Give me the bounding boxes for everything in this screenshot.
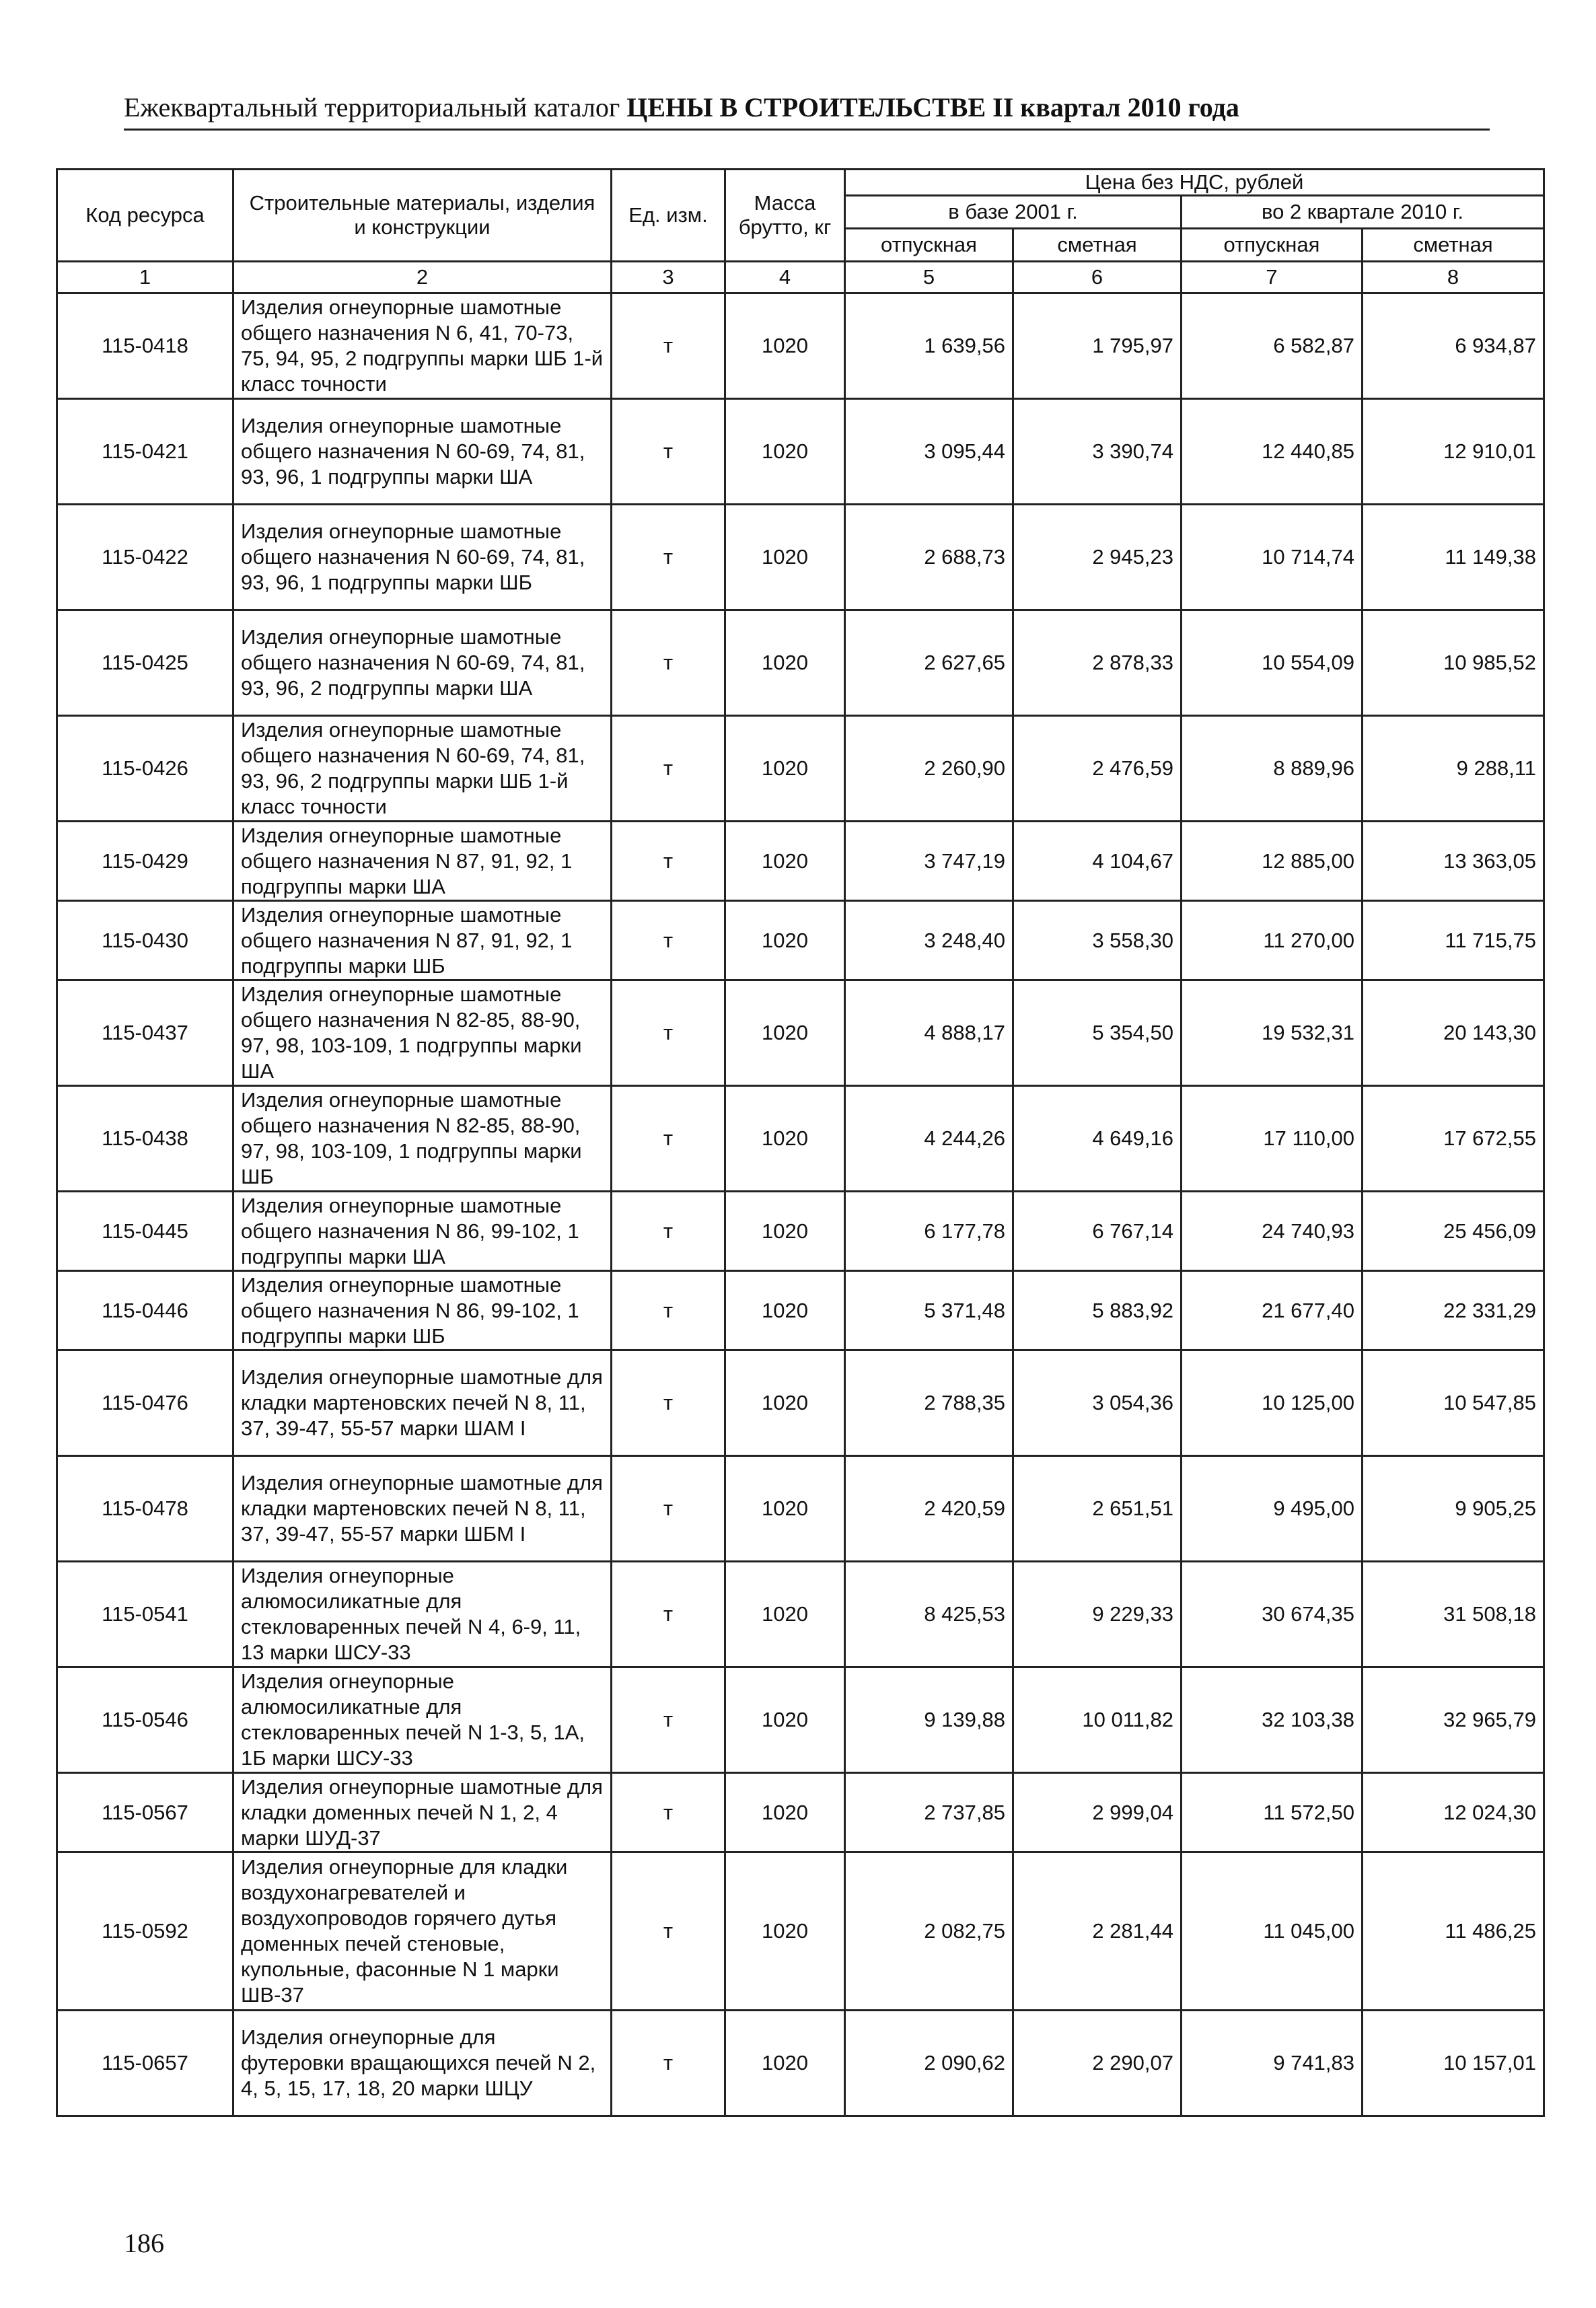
price-base-estimate: 5 883,92	[1013, 1271, 1182, 1350]
unit-of-measure: т	[612, 822, 725, 901]
gross-mass: 1020	[725, 610, 845, 716]
header-mass: Масса брутто, кг	[725, 170, 845, 262]
resource-code: 115-0430	[57, 901, 233, 980]
price-q2-release: 9 495,00	[1182, 1456, 1363, 1562]
gross-mass: 1020	[725, 293, 845, 399]
header-period: II квартал 2010 года	[992, 92, 1239, 122]
price-base-release: 2 090,62	[845, 2011, 1013, 2116]
gross-mass: 1020	[725, 1667, 845, 1773]
gross-mass: 1020	[725, 399, 845, 505]
gross-mass: 1020	[725, 1086, 845, 1192]
unit-of-measure: т	[612, 1773, 725, 1852]
header-materials: Строительные материалы, изделия и конструкции	[233, 170, 612, 262]
resource-code: 115-0422	[57, 505, 233, 610]
price-base-release: 4 888,17	[845, 980, 1013, 1086]
column-number: 2	[233, 262, 612, 293]
unit-of-measure: т	[612, 505, 725, 610]
material-description: Изделия огнеупорные шамотные общего назначения N 82-85, 88-90, 97, 98, 103-109, 1 подгруппы марки ШБ	[233, 1086, 612, 1192]
column-number: 1	[57, 262, 233, 293]
resource-code: 115-0429	[57, 822, 233, 901]
material-description: Изделия огнеупорные шамотные для кладки мартеновских печей N 8, 11, 37, 39-47, 55-57 марки ШБМ I	[233, 1456, 612, 1562]
table-row	[57, 1192, 1544, 1271]
gross-mass: 1020	[725, 1350, 845, 1456]
price-base-estimate: 2 878,33	[1013, 610, 1182, 716]
material-description: Изделия огнеупорные шамотные общего назначения N 86, 99-102, 1 подгруппы марки ША	[233, 1192, 612, 1271]
column-number: 5	[845, 262, 1013, 293]
unit-of-measure: т	[612, 1271, 725, 1350]
table-row	[57, 716, 1544, 822]
gross-mass: 1020	[725, 1773, 845, 1852]
table-body	[57, 293, 1544, 2116]
price-q2-release: 24 740,93	[1182, 1192, 1363, 1271]
header-prefix: Ежеквартальный территориальный каталог	[124, 92, 620, 122]
price-q2-release: 12 440,85	[1182, 399, 1363, 505]
table-row	[57, 1667, 1544, 1773]
price-base-release: 2 260,90	[845, 716, 1013, 822]
unit-of-measure: т	[612, 2011, 725, 2116]
header-estimate-q2: сметная	[1363, 229, 1544, 262]
gross-mass: 1020	[725, 1456, 845, 1562]
price-base-estimate: 4 104,67	[1013, 822, 1182, 901]
column-number: 6	[1013, 262, 1182, 293]
price-base-release: 2 082,75	[845, 1852, 1013, 2011]
price-base-estimate: 2 999,04	[1013, 1773, 1182, 1852]
price-table	[56, 168, 1545, 2117]
resource-code: 115-0426	[57, 716, 233, 822]
resource-code: 115-0438	[57, 1086, 233, 1192]
price-q2-estimate: 10 985,52	[1363, 610, 1544, 716]
material-description: Изделия огнеупорные шамотные общего назначения N 86, 99-102, 1 подгруппы марки ШБ	[233, 1271, 612, 1350]
header-release-q2: отпускная	[1182, 229, 1363, 262]
material-description: Изделия огнеупорные шамотные общего назначения N 60-69, 74, 81, 93, 96, 1 подгруппы марки ША	[233, 399, 612, 505]
material-description: Изделия огнеупорные шамотные общего назначения N 60-69, 74, 81, 93, 96, 2 подгруппы марки ША	[233, 610, 612, 716]
price-q2-release: 30 674,35	[1182, 1562, 1363, 1667]
gross-mass: 1020	[725, 2011, 845, 2116]
price-base-release: 8 425,53	[845, 1562, 1013, 1667]
column-number: 4	[725, 262, 845, 293]
unit-of-measure: т	[612, 1667, 725, 1773]
table-row	[57, 1852, 1544, 2011]
gross-mass: 1020	[725, 1192, 845, 1271]
material-description: Изделия огнеупорные для футеровки вращающихся печей N 2, 4, 5, 15, 17, 18, 20 марки ШЦУ	[233, 2011, 612, 2116]
price-base-estimate: 5 354,50	[1013, 980, 1182, 1086]
table-row	[57, 1350, 1544, 1456]
price-base-estimate: 2 651,51	[1013, 1456, 1182, 1562]
price-q2-release: 10 125,00	[1182, 1350, 1363, 1456]
table-row	[57, 293, 1544, 399]
price-q2-release: 8 889,96	[1182, 716, 1363, 822]
gross-mass: 1020	[725, 980, 845, 1086]
resource-code: 115-0476	[57, 1350, 233, 1456]
price-q2-estimate: 6 934,87	[1363, 293, 1544, 399]
price-base-release: 9 139,88	[845, 1667, 1013, 1773]
price-q2-estimate: 31 508,18	[1363, 1562, 1544, 1667]
header-release-base: отпускная	[845, 229, 1013, 262]
price-base-estimate: 4 649,16	[1013, 1086, 1182, 1192]
resource-code: 115-0478	[57, 1456, 233, 1562]
material-description: Изделия огнеупорные шамотные общего назначения N 82-85, 88-90, 97, 98, 103-109, 1 подгруппы марки ША	[233, 980, 612, 1086]
unit-of-measure: т	[612, 1456, 725, 1562]
price-q2-estimate: 9 905,25	[1363, 1456, 1544, 1562]
resource-code: 115-0446	[57, 1271, 233, 1350]
resource-code: 115-0437	[57, 980, 233, 1086]
price-q2-release: 10 714,74	[1182, 505, 1363, 610]
resource-code: 115-0546	[57, 1667, 233, 1773]
header-price: Цена без НДС, рублей	[845, 170, 1544, 196]
material-description: Изделия огнеупорные алюмосиликатные для стекловаренных печей N 1-3, 5, 1А, 1Б марки ШСУ-33	[233, 1667, 612, 1773]
column-number: 3	[612, 262, 725, 293]
price-q2-release: 10 554,09	[1182, 610, 1363, 716]
resource-code: 115-0418	[57, 293, 233, 399]
table-row	[57, 1456, 1544, 1562]
price-base-release: 5 371,48	[845, 1271, 1013, 1350]
header-base-2001: в базе 2001 г.	[845, 196, 1182, 229]
unit-of-measure: т	[612, 716, 725, 822]
column-number: 7	[1182, 262, 1363, 293]
table-row	[57, 505, 1544, 610]
price-base-release: 2 627,65	[845, 610, 1013, 716]
price-q2-release: 11 045,00	[1182, 1852, 1363, 2011]
gross-mass: 1020	[725, 716, 845, 822]
unit-of-measure: т	[612, 399, 725, 505]
unit-of-measure: т	[612, 1192, 725, 1271]
price-base-estimate: 3 558,30	[1013, 901, 1182, 980]
price-q2-estimate: 25 456,09	[1363, 1192, 1544, 1271]
price-q2-estimate: 20 143,30	[1363, 980, 1544, 1086]
price-base-release: 2 420,59	[845, 1456, 1013, 1562]
gross-mass: 1020	[725, 901, 845, 980]
material-description: Изделия огнеупорные алюмосиликатные для стекловаренных печей N 4, 6-9, 11, 13 марки ШСУ-33	[233, 1562, 612, 1667]
price-base-estimate: 10 011,82	[1013, 1667, 1182, 1773]
table-row	[57, 399, 1544, 505]
resource-code: 115-0541	[57, 1562, 233, 1667]
material-description: Изделия огнеупорные шамотные общего назначения N 60-69, 74, 81, 93, 96, 2 подгруппы марки ШБ 1-й класс точности	[233, 716, 612, 822]
material-description: Изделия огнеупорные для кладки воздухонагревателей и воздухопроводов горячего дутья доменных печей стеновые, купольные, фасонные N 1 марки ШВ-37	[233, 1852, 612, 2011]
price-q2-estimate: 11 149,38	[1363, 505, 1544, 610]
price-q2-estimate: 22 331,29	[1363, 1271, 1544, 1350]
price-base-release: 2 688,73	[845, 505, 1013, 610]
price-q2-estimate: 10 157,01	[1363, 2011, 1544, 2116]
unit-of-measure: т	[612, 610, 725, 716]
table-row	[57, 980, 1544, 1086]
price-base-release: 2 788,35	[845, 1350, 1013, 1456]
price-q2-release: 9 741,83	[1182, 2011, 1363, 2116]
resource-code: 115-0657	[57, 2011, 233, 2116]
price-base-release: 3 248,40	[845, 901, 1013, 980]
price-base-release: 4 244,26	[845, 1086, 1013, 1192]
material-description: Изделия огнеупорные шамотные для кладки доменных печей N 1, 2, 4 марки ШУД-37	[233, 1773, 612, 1852]
price-q2-release: 32 103,38	[1182, 1667, 1363, 1773]
price-q2-estimate: 11 486,25	[1363, 1852, 1544, 2011]
price-q2-release: 11 270,00	[1182, 901, 1363, 980]
unit-of-measure: т	[612, 980, 725, 1086]
material-description: Изделия огнеупорные шамотные общего назначения N 60-69, 74, 81, 93, 96, 1 подгруппы марки ШБ	[233, 505, 612, 610]
table-row	[57, 901, 1544, 980]
price-base-estimate: 2 281,44	[1013, 1852, 1182, 2011]
price-base-estimate: 1 795,97	[1013, 293, 1182, 399]
unit-of-measure: т	[612, 1852, 725, 2011]
material-description: Изделия огнеупорные шамотные общего назначения N 87, 91, 92, 1 подгруппы марки ШБ	[233, 901, 612, 980]
price-q2-estimate: 13 363,05	[1363, 822, 1544, 901]
header-catalog-name: ЦЕНЫ В СТРОИТЕЛЬСТВЕ	[626, 92, 986, 122]
table-row	[57, 1086, 1544, 1192]
table-row	[57, 1562, 1544, 1667]
column-number-row	[57, 262, 1544, 293]
table-row	[57, 822, 1544, 901]
page-header	[124, 92, 1490, 131]
table-row	[57, 2011, 1544, 2116]
material-description: Изделия огнеупорные шамотные общего назначения N 6, 41, 70-73, 75, 94, 95, 2 подгруппы марки ШБ 1-й класс точности	[233, 293, 612, 399]
resource-code: 115-0421	[57, 399, 233, 505]
table-row	[57, 1271, 1544, 1350]
price-base-release: 1 639,56	[845, 293, 1013, 399]
gross-mass: 1020	[725, 1271, 845, 1350]
unit-of-measure: т	[612, 901, 725, 980]
resource-code: 115-0567	[57, 1773, 233, 1852]
price-base-release: 3 747,19	[845, 822, 1013, 901]
material-description: Изделия огнеупорные шамотные для кладки мартеновских печей N 8, 11, 37, 39-47, 55-57 марки ШАМ I	[233, 1350, 612, 1456]
column-number: 8	[1363, 262, 1544, 293]
price-q2-release: 21 677,40	[1182, 1271, 1363, 1350]
price-base-release: 2 737,85	[845, 1773, 1013, 1852]
price-q2-estimate: 10 547,85	[1363, 1350, 1544, 1456]
resource-code: 115-0592	[57, 1852, 233, 2011]
price-q2-estimate: 17 672,55	[1363, 1086, 1544, 1192]
price-q2-release: 17 110,00	[1182, 1086, 1363, 1192]
price-q2-release: 12 885,00	[1182, 822, 1363, 901]
price-q2-estimate: 12 910,01	[1363, 399, 1544, 505]
table-row	[57, 1773, 1544, 1852]
price-q2-estimate: 32 965,79	[1363, 1667, 1544, 1773]
material-description: Изделия огнеупорные шамотные общего назначения N 87, 91, 92, 1 подгруппы марки ША	[233, 822, 612, 901]
unit-of-measure: т	[612, 293, 725, 399]
gross-mass: 1020	[725, 822, 845, 901]
gross-mass: 1020	[725, 1852, 845, 2011]
price-base-release: 6 177,78	[845, 1192, 1013, 1271]
price-q2-estimate: 11 715,75	[1363, 901, 1544, 980]
unit-of-measure: т	[612, 1350, 725, 1456]
price-base-estimate: 2 290,07	[1013, 2011, 1182, 2116]
gross-mass: 1020	[725, 1562, 845, 1667]
price-q2-estimate: 9 288,11	[1363, 716, 1544, 822]
price-q2-estimate: 12 024,30	[1363, 1773, 1544, 1852]
price-base-release: 3 095,44	[845, 399, 1013, 505]
price-base-estimate: 2 476,59	[1013, 716, 1182, 822]
price-base-estimate: 2 945,23	[1013, 505, 1182, 610]
unit-of-measure: т	[612, 1086, 725, 1192]
header-unit: Ед. изм.	[612, 170, 725, 262]
header-code: Код ресурса	[57, 170, 233, 262]
header-q2-2010: во 2 квартале 2010 г.	[1182, 196, 1544, 229]
price-q2-release: 11 572,50	[1182, 1773, 1363, 1852]
price-q2-release: 6 582,87	[1182, 293, 1363, 399]
gross-mass: 1020	[725, 505, 845, 610]
page-number: 186	[124, 2228, 164, 2258]
table-row	[57, 610, 1544, 716]
price-base-estimate: 3 054,36	[1013, 1350, 1182, 1456]
price-base-estimate: 6 767,14	[1013, 1192, 1182, 1271]
resource-code: 115-0425	[57, 610, 233, 716]
resource-code: 115-0445	[57, 1192, 233, 1271]
price-base-estimate: 3 390,74	[1013, 399, 1182, 505]
unit-of-measure: т	[612, 1562, 725, 1667]
price-q2-release: 19 532,31	[1182, 980, 1363, 1086]
header-estimate-base: сметная	[1013, 229, 1182, 262]
price-base-estimate: 9 229,33	[1013, 1562, 1182, 1667]
